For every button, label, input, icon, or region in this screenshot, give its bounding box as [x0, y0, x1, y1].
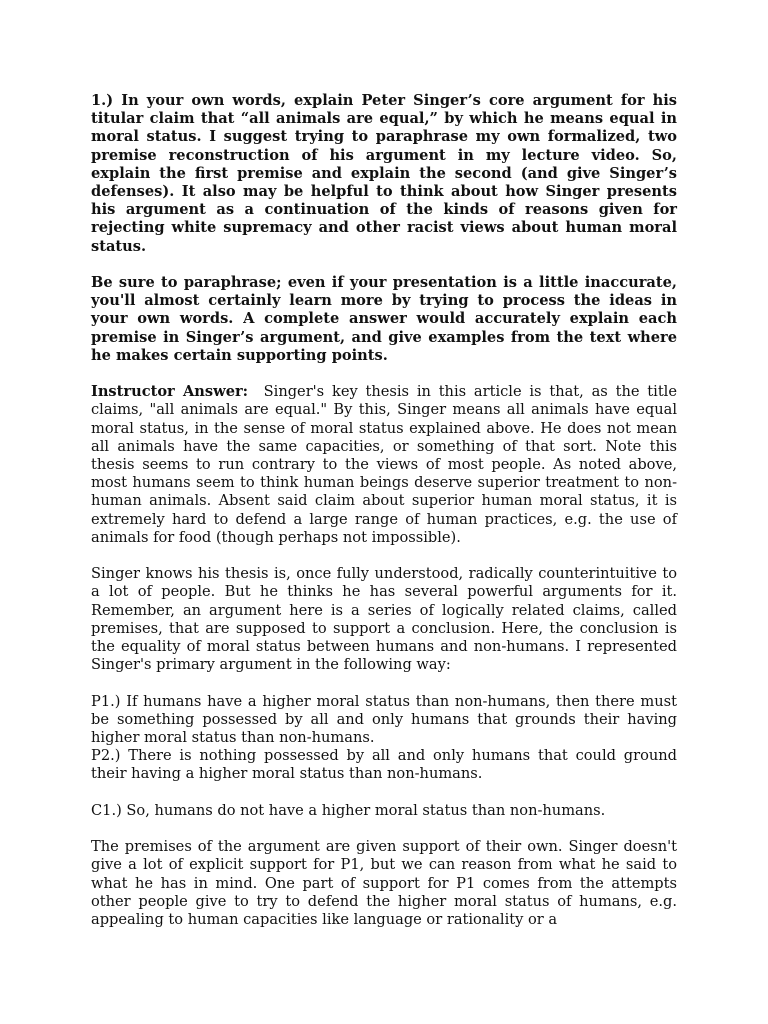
answer-paragraph-2: Singer knows his thesis is, once fully understood, radically counterintuitive to a lot of people. But he thinks he has several powerful arguments for it. Remember, an argument here is a series of logically related claims, called premises, that are supposed to support a conclusion. Here, the conclusion is the equality of moral status between humans and non-humans. I represented Singer's primary argument in the following way:: [91, 565, 677, 674]
answer-intro-paragraph: [91, 383, 677, 547]
answer-label-colon: :: [242, 383, 249, 401]
paragraph-spacer: [91, 256, 677, 274]
answer-intro-text: Singer's key thesis in this article is that, as the title claims, "all animals are equal." By this, Singer means all animals have equal moral status, in the sense of moral status explained above. He does not mean all animals have the same capacities, or something of that sort. Note this thesis seems to run contrary to the views of most people. As noted above, most humans seem to think human beings deserve superior treatment to non-human animals. Absent said claim about superior human moral status, it is extremely hard to defend a large range of human practices, e.g. the use of animals for food (though perhaps not impossible).: [91, 383, 677, 546]
answer-label: Instructor Answer: [91, 383, 243, 401]
paragraph-spacer: [91, 674, 677, 692]
question-prompt: 1.) In your own words, explain Peter Singer’s core argument for his titular claim that “all animals are equal,” by which he means equal in moral status. I suggest trying to paraphrase my own formalized, two premise reconstruction of his argument in my lecture video. So, explain the first premise and explain the second (and give Singer’s defenses). It also may be helpful to think about how Singer presents his argument as a continuation of the kinds of reasons given for rejecting white supremacy and other racist views about human moral status.: [91, 92, 677, 255]
paragraph-spacer: [91, 365, 677, 383]
paragraph-spacer: [91, 547, 677, 565]
paragraph-spacer: [91, 784, 677, 802]
question-instructions: Be sure to paraphrase; even if your presentation is a little inaccurate, you'll almost certainly learn more by trying to process the ideas in your own words. A complete answer would accurately explain each premise in Singer’s argument, and give examples from the text where he makes certain supporting points.: [91, 274, 677, 364]
answer-paragraph-3: The premises of the argument are given support of their own. Singer doesn't give a lot of explicit support for P1, but we can reason from what he said to what he has in mind. One part of support for P1 comes from the attempts other people give to try to defend the higher moral status of humans, e.g. appealing to human capacities like language or rationality or a: [91, 838, 677, 929]
paragraph-spacer: [91, 820, 677, 838]
conclusion-1: C1.) So, humans do not have a higher moral status than non-humans.: [91, 801, 606, 819]
premise-2: P2.) There is nothing possessed by all and only humans that could ground their having a higher moral status than non-humans.: [91, 747, 677, 783]
premise-1: P1.) If humans have a higher moral status than non-humans, then there must be something possessed by all and only humans that grounds their having higher moral status than non-humans.: [91, 692, 677, 747]
document-page: [91, 92, 677, 929]
